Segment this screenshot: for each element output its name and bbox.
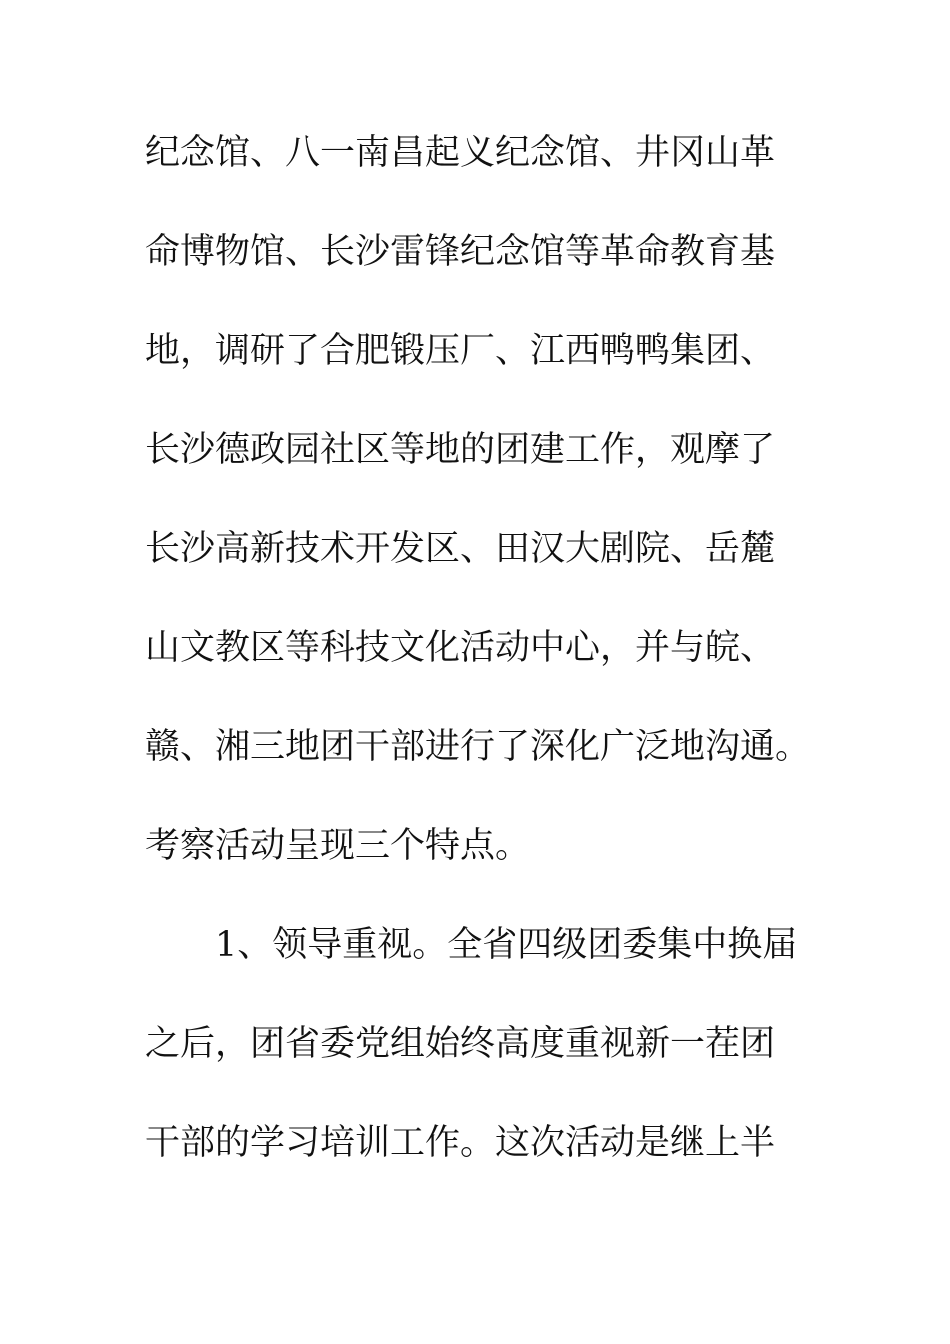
- paragraph-start-line: 1、领导重视。全省四级团委集中换届: [215, 925, 798, 965]
- text-line: 考察活动呈现三个特点。: [145, 826, 531, 866]
- text-line: 山文教区等科技文化活动中心，并与皖、: [145, 628, 776, 668]
- text-line: 之后，团省委党组始终高度重视新一茬团: [145, 1024, 776, 1064]
- text-line: 干部的学习培训工作。这次活动是继上半: [145, 1123, 776, 1163]
- text-line: 命博物馆、长沙雷锋纪念馆等革命教育基: [145, 232, 776, 272]
- body-text: [145, 123, 811, 1212]
- text-line: 纪念馆、八一南昌起义纪念馆、井冈山革: [145, 133, 776, 173]
- text-line: 赣、湘三地团干部进行了深化广泛地沟通。: [145, 727, 811, 767]
- text-line: 长沙高新技术开发区、田汉大剧院、岳麓: [145, 529, 776, 569]
- text-line: 长沙德政园社区等地的团建工作，观摩了: [145, 430, 776, 470]
- text-line: 地，调研了合肥锻压厂、江西鸭鸭集团、: [145, 331, 776, 371]
